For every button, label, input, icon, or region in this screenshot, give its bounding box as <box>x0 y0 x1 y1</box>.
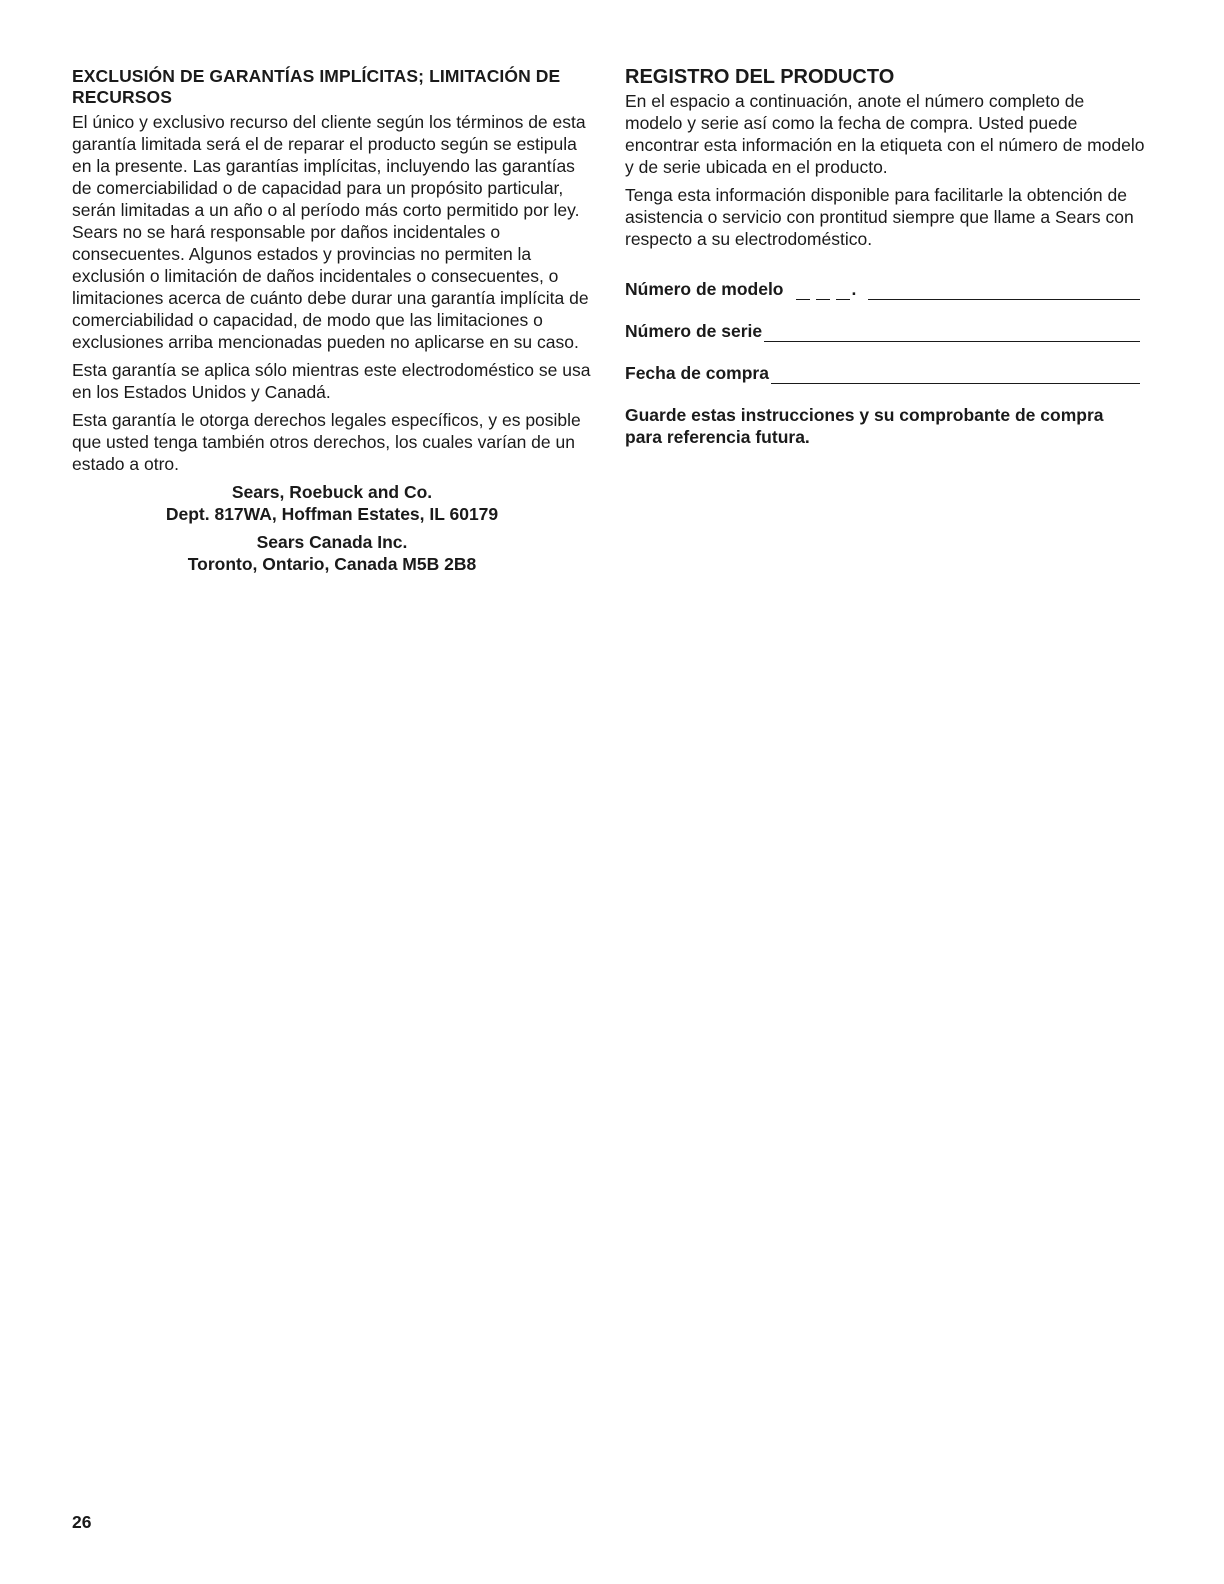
address-line: Sears Canada Inc. <box>256 532 408 552</box>
product-registration-section <box>625 66 1145 448</box>
warranty-paragraph: Esta garantía se aplica sólo mientras este electrodoméstico se usa en los Estados Unidos y Canadá. <box>72 360 591 402</box>
model-prefix-blanks[interactable] <box>796 283 856 300</box>
sears-canada-address <box>72 531 592 575</box>
model-number-blank-line[interactable] <box>868 283 1140 300</box>
purchase-date-blank-line[interactable] <box>771 367 1140 384</box>
address-line: Dept. 817WA, Hoffman Estates, IL 60179 <box>165 504 499 524</box>
page-number: 26 <box>72 1512 92 1532</box>
sears-us-address <box>72 481 592 525</box>
model-blank[interactable] <box>796 283 810 300</box>
product-registration-heading: REGISTRO DEL PRODUCTO <box>625 66 895 88</box>
model-blank[interactable] <box>836 283 850 300</box>
warranty-paragraph: Esta garantía le otorga derechos legales específicos, y es posible que usted tenga también otros derechos, los cuales varían de un estado a otro. <box>72 410 581 474</box>
model-separator-dot: . <box>851 279 857 299</box>
serial-number-label: Número de serie <box>625 321 763 341</box>
registration-paragraph: En el espacio a continuación, anote el número completo de modelo y serie así como la fecha de compra. Usted puede encontrar esta información en la etiqueta con el número de modelo y de serie ubicada en el producto. <box>625 91 1145 177</box>
purchase-date-field[interactable] <box>625 362 1140 384</box>
warranty-exclusion-section <box>72 66 592 575</box>
model-number-field[interactable] <box>625 278 1140 300</box>
address-line: Toronto, Ontario, Canada M5B 2B8 <box>187 554 477 574</box>
registration-paragraph: Tenga esta información disponible para facilitarle la obtención de asistencia o servicio con prontitud siempre que llame a Sears con respecto a su electrodoméstico. <box>625 185 1134 249</box>
warranty-exclusion-heading: EXCLUSIÓN DE GARANTÍAS IMPLÍCITAS; LIMITACIÓN DE RECURSOS <box>72 66 561 107</box>
keep-instructions-note: Guarde estas instrucciones y su comprobante de compra para referencia futura. <box>625 405 1104 447</box>
model-blank[interactable] <box>816 283 830 300</box>
purchase-date-label: Fecha de compra <box>625 363 769 383</box>
model-number-label: Número de modelo <box>625 279 784 299</box>
warranty-paragraph: El único y exclusivo recurso del cliente según los términos de esta garantía limitada será el de reparar el producto según se estipula en la presente. Las garantías implícitas, incluyendo las garantías de comerciabilidad o de capacidad para un propósito particular, serán limitadas a un año o al período más corto permitido por ley. Sears no se hará responsable por daños incidentales o consecuentes. Algunos estados y provincias no permiten la exclusión o limitación de daños incidentales o consecuentes, o limitaciones acerca de cuánto debe durar una garantía implícita de comerciabilidad o capacidad, de modo que las limitaciones o exclusiones arriba mencionadas pueden no aplicarse en su caso. <box>72 112 589 352</box>
serial-number-blank-line[interactable] <box>764 325 1140 342</box>
serial-number-field[interactable] <box>625 320 1140 342</box>
address-line: Sears, Roebuck and Co. <box>231 482 433 502</box>
